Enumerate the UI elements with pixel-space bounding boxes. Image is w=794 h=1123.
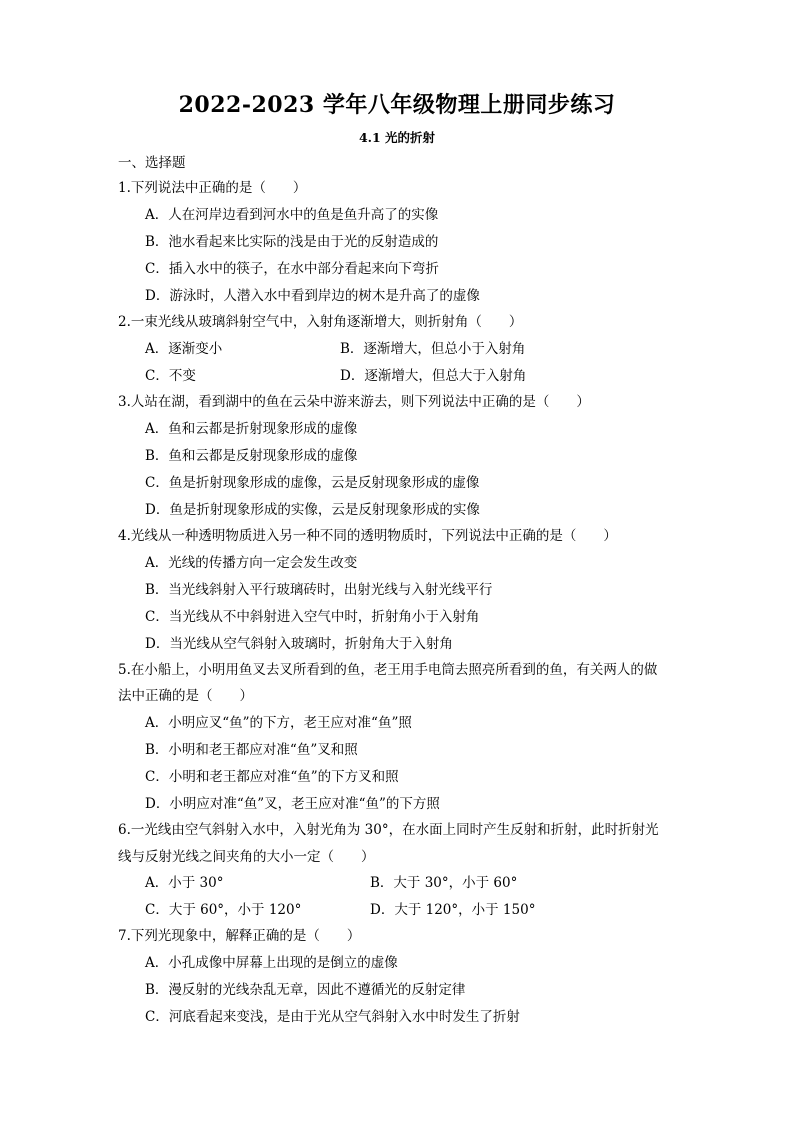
question-5-option-a: A．小明应叉“鱼”的下方，老王应对准“鱼”照: [145, 715, 412, 731]
question-1-option-b: B．池水看起来比实际的浅是由于光的反射造成的: [145, 234, 439, 250]
question-4-option-a: A．光线的传播方向一定会发生改变: [145, 555, 358, 571]
question-7-stem: 7.下列光现象中，解释正确的是（ ）: [118, 928, 361, 944]
question-5-option-c: C．小明和老王都应对准“鱼”的下方叉和照: [145, 769, 399, 785]
question-6-stem: 6.一光线由空气斜射入水中，入射光角为 30°，在水面上同时产生反射和折射，此时折射光: [118, 822, 659, 838]
question-1-option-c: C．插入水中的筷子，在水中部分看起来向下弯折: [145, 261, 439, 277]
question-3-stem: 3.人站在湖，看到湖中的鱼在云朵中游来游去，则下列说法中正确的是（ ）: [118, 394, 590, 410]
page-title: 2022-2023 学年八年级物理上册同步练习: [178, 92, 616, 118]
question-3-option-a: A．鱼和云都是折射现象形成的虚像: [145, 421, 358, 437]
question-3-option-d: D．鱼是折射现象形成的实像，云是反射现象形成的实像: [145, 502, 480, 518]
question-3-option-c: C．鱼是折射现象形成的虚像，云是反射现象形成的虚像: [145, 475, 480, 491]
question-4-option-b: B．当光线斜射入平行玻璃砖时，出射光线与入射光线平行: [145, 582, 493, 598]
question-1-stem: 1.下列说法中正确的是（ ）: [118, 180, 307, 196]
question-2-option-b: B．逐渐增大，但总小于入射角: [340, 341, 526, 357]
question-1-option-a: A．人在河岸边看到河水中的鱼是鱼升高了的实像: [145, 207, 439, 223]
question-2-option-a: A．逐渐变小: [145, 341, 223, 357]
page-subtitle: 4.1 光的折射: [358, 130, 436, 145]
question-2-option-d: D．逐渐增大，但总大于入射角: [340, 368, 527, 384]
question-6-option-b: B．大于 30°，小于 60°: [370, 875, 518, 891]
question-5-option-d: D．小明应对准“鱼”叉，老王应对准“鱼”的下方照: [145, 796, 440, 812]
question-7-option-c: C．河底看起来变浅，是由于光从空气斜射入水中时发生了折射: [145, 1009, 520, 1025]
question-2-option-c: C．不变: [145, 368, 196, 384]
question-3-option-b: B．鱼和云都是反射现象形成的虚像: [145, 448, 358, 464]
question-5-stem: 5.在小船上，小明用鱼叉去叉所看到的鱼，老王用手电筒去照亮所看到的鱼，有关两人的做: [118, 662, 658, 678]
question-4-option-d: D．当光线从空气斜射入玻璃时，折射角大于入射角: [145, 636, 453, 652]
question-4-option-c: C．当光线从不中斜射进入空气中时，折射角小于入射角: [145, 609, 480, 625]
question-6-option-d: D．大于 120°，小于 150°: [370, 902, 536, 918]
question-1-option-d: D．游泳时，人潜入水中看到岸边的树木是升高了的虚像: [145, 288, 480, 304]
question-7-option-a: A．小孔成像中屏幕上出现的是倒立的虚像: [145, 955, 398, 971]
question-6-stem-continued: 线与反射光线之间夹角的大小一定（ ）: [118, 849, 375, 865]
question-6-option-a: A．小于 30°: [145, 875, 224, 891]
question-5-stem-continued: 法中正确的是（ ）: [118, 688, 253, 704]
question-6-option-c: C．大于 60°，小于 120°: [145, 902, 302, 918]
question-5-option-b: B．小明和老王都应对准“鱼”叉和照: [145, 742, 358, 758]
question-7-option-b: B．漫反射的光线杂乱无章，因此不遵循光的反射定律: [145, 982, 466, 998]
section-label: 一、选择题: [118, 155, 186, 171]
question-4-stem: 4.光线从一种透明物质进入另一种不同的透明物质时，下列说法中正确的是（ ）: [118, 528, 617, 544]
question-2-stem: 2.一束光线从玻璃斜射空气中，入射角逐渐增大，则折射角（ ）: [118, 314, 523, 330]
